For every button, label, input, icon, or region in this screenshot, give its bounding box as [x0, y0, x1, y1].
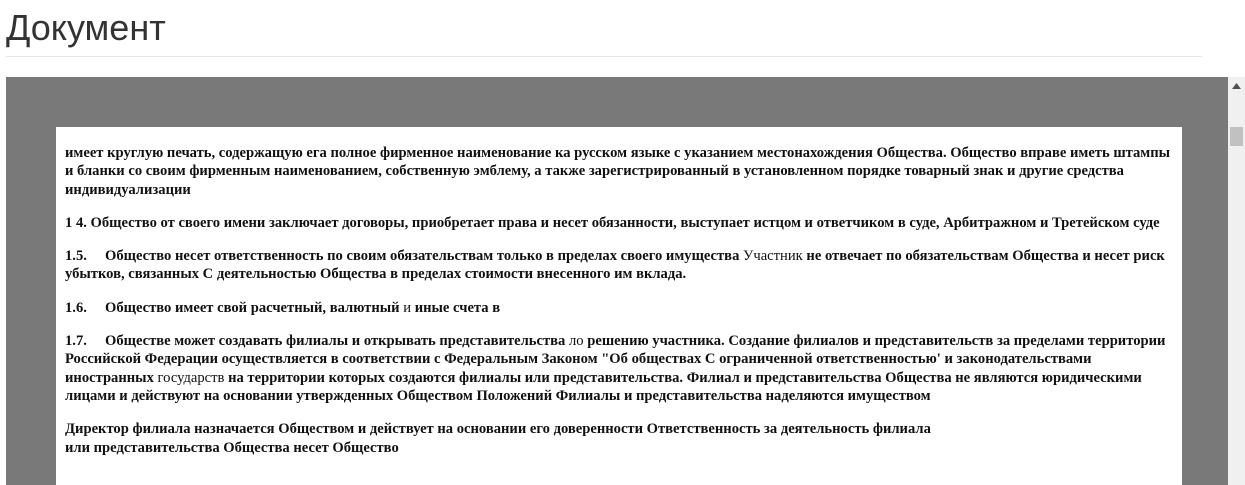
page-title: Документ	[6, 7, 166, 48]
paragraph-1-5-text: Общество несет ответственность по своим обязательствам только в пределах своего имущества	[105, 248, 740, 265]
paragraph-1-6-plain: и	[403, 299, 412, 316]
paragraph-director-line-2: или представительства Общества несет Общество	[65, 439, 399, 456]
paragraph-seal-text: имеет круглую печать, содержащую ега полное фирменное наименование ка русском языке с указанием местонахождения Общества. Общество вправе иметь штампы и бланки со своим фирменным наименованием, собственную эмблему, а также зарегистрированный в установленном порядке товарный знак и другие средства индивидуализации	[65, 145, 1171, 198]
paragraph-1-5-plain: Участник	[743, 248, 803, 265]
paragraph-number: 1.5.	[65, 248, 87, 265]
paragraph-seal	[65, 144, 1174, 199]
paragraph-1-5	[65, 247, 1174, 284]
paragraph-1-7-plain-2: государств	[157, 369, 225, 386]
title-divider	[6, 56, 1202, 57]
paragraph-1-6-text: Общество имеет свой расчетный, валютный	[105, 299, 400, 316]
paragraph-1-7-text-3: на территории которых создаются филиалы или представительства. Филиал и представительства Общества не являются юридическими лицами и действуют на основании утвержденных Обществом Положений Филиалы и представительства наделяются имуществом	[65, 369, 1142, 404]
paragraph-number: 1.7.	[65, 333, 87, 350]
paragraph-number: 1.6.	[65, 299, 87, 316]
paragraph-1-4-text: 1 4. Общество от своего имени заключает договоры, приобретает права и несет обязанности, выступает истцом и ответчиком в суде, Арбитражном и Третейском суде	[65, 214, 1160, 231]
scroll-up-button[interactable]	[1228, 77, 1245, 94]
paragraph-director	[65, 420, 1174, 457]
vertical-scrollbar[interactable]	[1228, 77, 1245, 485]
paragraph-1-7-text: Обществе может создавать филиалы и открывать представительства	[105, 333, 566, 350]
paragraph-1-7-plain: ло	[569, 333, 584, 350]
document-page	[56, 127, 1182, 485]
paragraph-1-5-text-2: не отвечает по обязательствам Общества и несет риск убытков, связанных С деятельностью Общества в пределах стоимости внесенного им вклада.	[65, 248, 1165, 283]
paragraph-1-6	[65, 299, 1174, 317]
paragraph-1-7	[65, 332, 1174, 405]
document-viewer[interactable]	[6, 77, 1228, 485]
paragraph-director-line-1: Директор филиала назначается Обществом и действует на основании его доверенности Ответственность за деятельность филиала	[65, 421, 931, 438]
scrollbar-thumb[interactable]	[1230, 127, 1243, 146]
paragraph-1-4	[65, 214, 1174, 232]
triangle-up-icon	[1232, 83, 1241, 89]
paragraph-1-6-text-2: иные счета в	[414, 299, 501, 316]
paragraph-1-7-text-2: решению участника. Создание филиалов и представительств за пределами территории Российской Федерации осуществляется в соответствии с Федеральным Законом "Об обществах С ограниченной ответственностью' и законодательствами иностранных	[65, 333, 1166, 386]
